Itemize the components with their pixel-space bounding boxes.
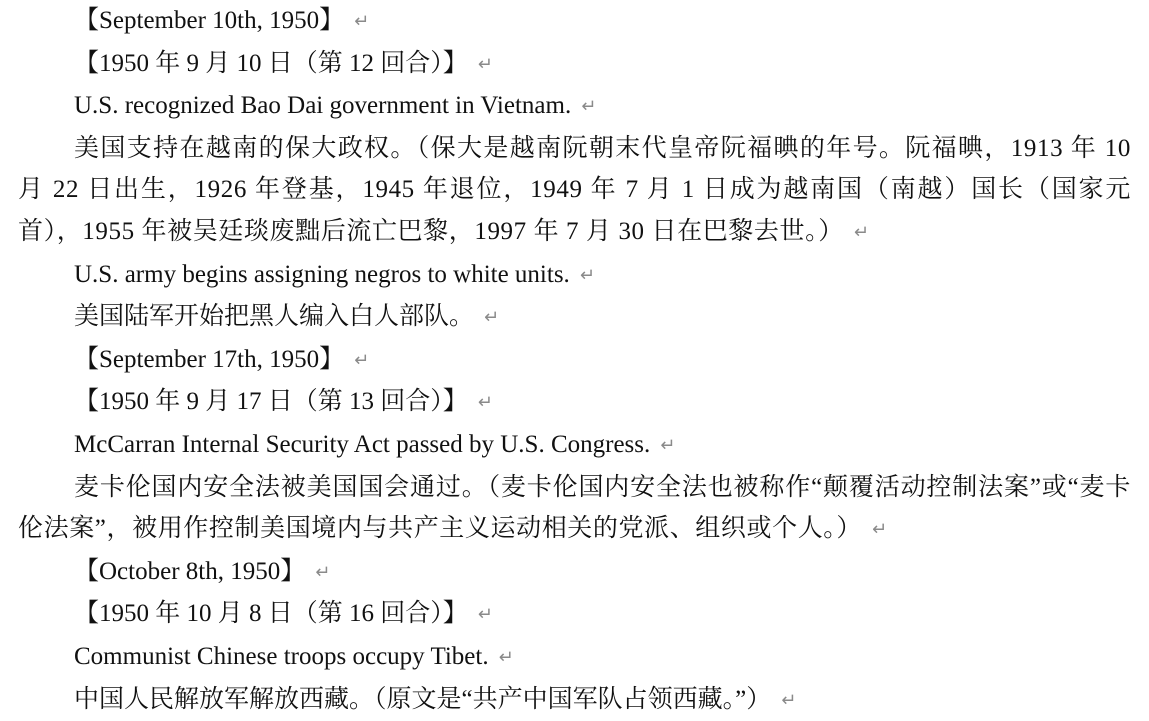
paragraph-mark-icon: ↵ (354, 1, 369, 43)
paragraph-text: 【1950 年 9 月 10 日（第 12 回合）】 (74, 50, 468, 77)
date-heading-zh (18, 593, 1131, 636)
paragraph-mark-icon: ↵ (781, 680, 796, 721)
paragraph-text: 美国陆军开始把黑人编入白人部队。 (74, 303, 474, 330)
document-body (18, 0, 1131, 721)
paragraph-text: Communist Chinese troops occupy Tibet. (74, 643, 489, 670)
paragraph-text: 麦卡伦国内安全法被美国国会通过。（麦卡伦国内安全法也被称作“颠覆活动控制法案”或“麦卡伦法案”，被用作控制美国境内与共产主义运动相关的党派、组织或个人。） (18, 474, 1131, 543)
paragraph-text: 【September 10th, 1950】 (74, 7, 344, 34)
paragraph-text: U.S. army begins assigning negros to white units. (74, 261, 570, 288)
paragraph-mark-icon: ↵ (854, 212, 870, 254)
paragraph-text: U.S. recognized Bao Dai government in Vietnam. (74, 92, 571, 119)
event-en (18, 254, 1131, 297)
date-heading-en (18, 0, 1131, 43)
paragraph-mark-icon: ↵ (660, 425, 675, 467)
paragraph-mark-icon: ↵ (315, 552, 330, 594)
event-zh (18, 296, 1131, 339)
event-zh (18, 128, 1131, 254)
paragraph-text: 中国人民解放军解放西藏。（原文是“共产中国军队占领西藏。”） (74, 686, 771, 713)
event-en (18, 85, 1131, 128)
paragraph-text: 【1950 年 9 月 17 日（第 13 回合）】 (74, 388, 468, 415)
paragraph-text: 美国支持在越南的保大政权。（保大是越南阮朝末代皇帝阮福晪的年号。阮福晪，1913 年 10 月 22 日出生，1926 年登基，1945 年退位，1949 年 7 月 1 日成为越南国（南越）国长（国家元首），1955 年被吴廷琰废黜后流亡巴黎，1997 年 7 月 30 日在巴黎去世。） (18, 135, 1131, 245)
event-zh (18, 467, 1131, 551)
date-heading-en (18, 551, 1131, 594)
event-en (18, 424, 1131, 467)
event-zh (18, 679, 1131, 721)
paragraph-mark-icon: ↵ (478, 382, 493, 424)
date-heading-zh (18, 381, 1131, 424)
paragraph-text: 【October 8th, 1950】 (74, 558, 305, 585)
event-en (18, 636, 1131, 679)
paragraph-mark-icon: ↵ (580, 255, 595, 297)
date-heading-en (18, 339, 1131, 382)
paragraph-text: 【September 17th, 1950】 (74, 346, 344, 373)
paragraph-mark-icon: ↵ (581, 86, 596, 128)
date-heading-zh (18, 43, 1131, 86)
paragraph-mark-icon: ↵ (484, 297, 499, 339)
paragraph-mark-icon: ↵ (499, 637, 514, 679)
paragraph-text: 【1950 年 10 月 8 日（第 16 回合）】 (74, 600, 468, 627)
paragraph-mark-icon: ↵ (478, 44, 493, 86)
paragraph-mark-icon: ↵ (478, 594, 493, 636)
paragraph-mark-icon: ↵ (872, 509, 888, 551)
paragraph-mark-icon: ↵ (354, 340, 369, 382)
paragraph-text: McCarran Internal Security Act passed by U.S. Congress. (74, 431, 650, 458)
